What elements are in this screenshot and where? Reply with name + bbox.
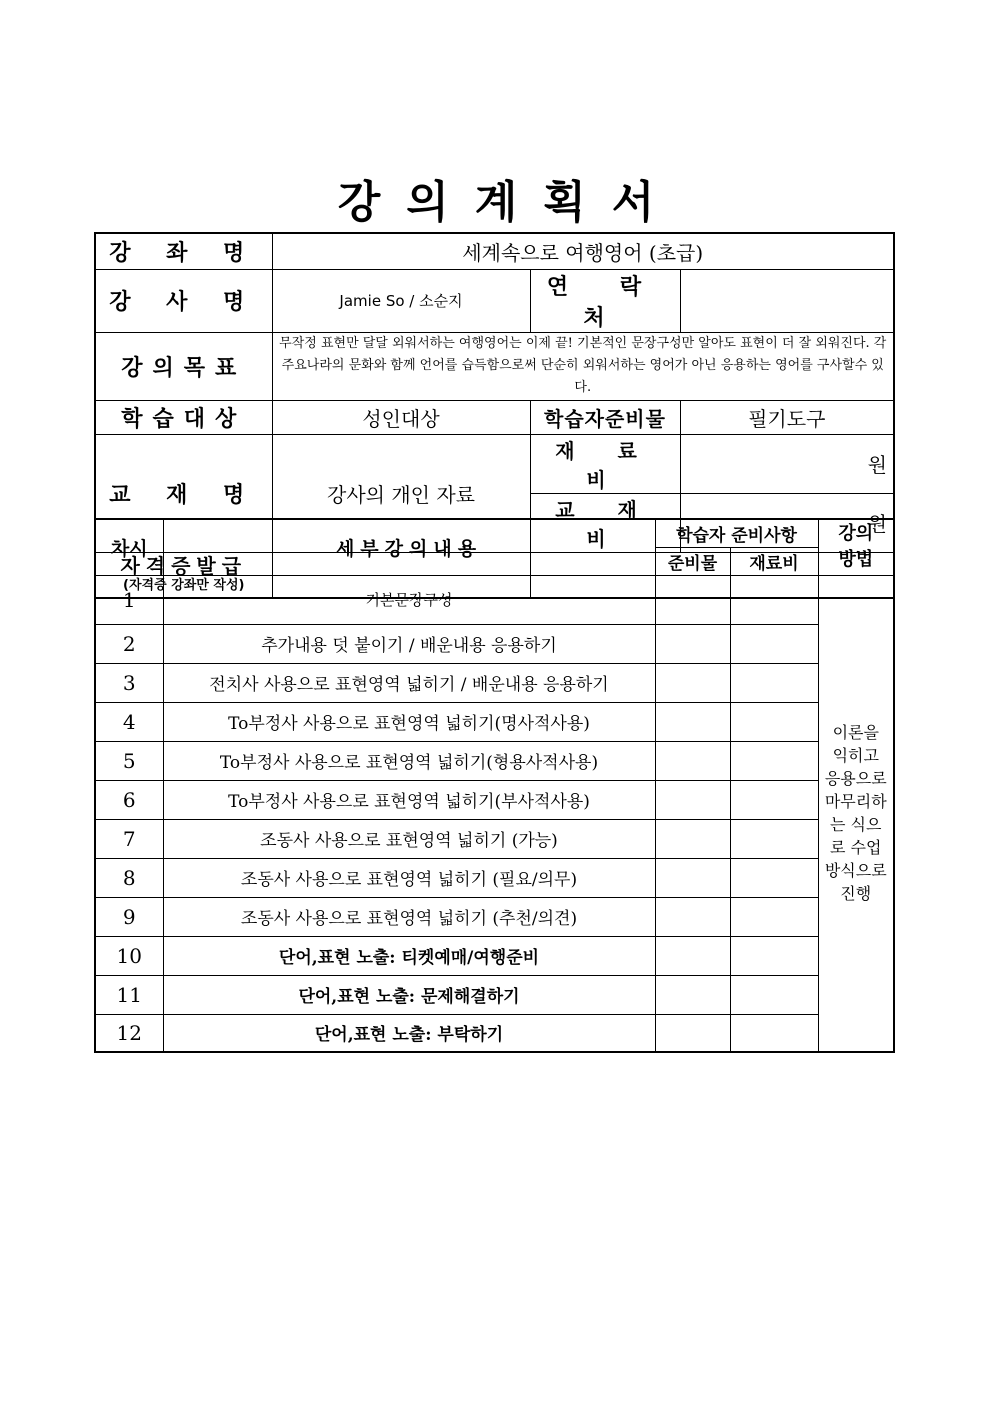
session-fee (730, 741, 818, 780)
session-content: 조동사 사용으로 표현영역 넓히기 (추천/의견) (163, 897, 655, 936)
session-content: To부정사 사용으로 표현영역 넓히기(형용사적사용) (163, 741, 655, 780)
material-fee-value: 원 (680, 434, 894, 493)
contact-label: 연 락 처 (530, 269, 680, 332)
header-learner-prep: 학습자 준비사항 (655, 519, 818, 547)
session-fee (730, 1014, 818, 1052)
course-name-label: 강 좌 명 (95, 233, 272, 269)
session-content: 조동사 사용으로 표현영역 넓히기 (필요/의무) (163, 858, 655, 897)
contact-value (680, 269, 894, 332)
target-value: 성인대상 (272, 400, 530, 434)
material-fee-label: 재 료 비 (530, 434, 680, 493)
session-fee (730, 858, 818, 897)
document-title: 강의계획서 (337, 177, 681, 228)
session-number: 6 (95, 780, 163, 819)
goal-label: 강의목표 (95, 332, 272, 400)
lecture-plan-table (94, 518, 895, 1053)
session-prep (655, 741, 730, 780)
session-content: 추가내용 덧 붙이기 / 배운내용 응용하기 (163, 624, 655, 663)
session-prep (655, 1014, 730, 1052)
textbook-label: 교 재 명 (95, 434, 272, 552)
session-content: 기본문장구성 (163, 575, 655, 624)
prep-value: 필기도구 (680, 400, 894, 434)
session-number: 11 (95, 975, 163, 1014)
session-content: To부정사 사용으로 표현영역 넓히기(부사적사용) (163, 780, 655, 819)
header-content: 세부강의내용 (163, 519, 655, 575)
cert-note: (자격증 강좌만 작성) (123, 577, 245, 593)
cert-label: 자격증발급 (120, 553, 248, 578)
session-prep (655, 575, 730, 624)
instructor-label: 강 사 명 (95, 269, 272, 332)
session-prep (655, 702, 730, 741)
course-name-value: 세계속으로 여행영어 (초급) (272, 233, 894, 269)
session-fee (730, 975, 818, 1014)
session-prep (655, 663, 730, 702)
header-prep-items: 준비물 (655, 547, 730, 575)
session-content: 단어,표현 노출: 문제해결하기 (163, 975, 655, 1014)
session-prep (655, 858, 730, 897)
session-fee (730, 897, 818, 936)
prep-label: 학습자준비물 (530, 400, 680, 434)
session-prep (655, 819, 730, 858)
session-prep (655, 780, 730, 819)
session-fee (730, 780, 818, 819)
session-fee (730, 575, 818, 624)
session-content: 단어,표현 노출: 부탁하기 (163, 1014, 655, 1052)
session-fee (730, 624, 818, 663)
session-number: 4 (95, 702, 163, 741)
session-number: 3 (95, 663, 163, 702)
session-number: 5 (95, 741, 163, 780)
textbook-value: 강사의 개인 자료 (272, 434, 530, 552)
session-content: 전치사 사용으로 표현영역 넓히기 / 배운내용 응용하기 (163, 663, 655, 702)
target-label: 학습대상 (95, 400, 272, 434)
method-cell: 이론을 익히고 응용으로 마무리하는 식으로 수업 방식으로 진행 (818, 575, 894, 1052)
session-prep (655, 975, 730, 1014)
session-fee (730, 819, 818, 858)
session-prep (655, 624, 730, 663)
session-content: To부정사 사용으로 표현영역 넓히기(명사적사용) (163, 702, 655, 741)
textbook-fee-value: 원 (680, 493, 894, 552)
instructor-value: Jamie So / 소순지 (272, 269, 530, 332)
session-fee (730, 936, 818, 975)
session-number: 10 (95, 936, 163, 975)
header-session: 차시 (95, 519, 163, 575)
textbook-fee-label: 교 재 비 (530, 493, 680, 552)
goal-value: 무작정 표현만 달달 외워서하는 여행영어는 이제 끝! 기본적인 문장구성만 알아도 표현이 더 잘 외워진다. 각 주요나라의 문화와 함께 언어를 습득함으로써 단순히 외워서하는 영어가 아닌 응용하는 영어를 구사할수 있다. (272, 332, 894, 400)
session-prep (655, 897, 730, 936)
session-number: 2 (95, 624, 163, 663)
session-number: 12 (95, 1014, 163, 1052)
session-number: 9 (95, 897, 163, 936)
session-fee (730, 663, 818, 702)
session-prep (655, 936, 730, 975)
session-number: 8 (95, 858, 163, 897)
session-number: 7 (95, 819, 163, 858)
session-content: 단어,표현 노출: 티켓예매/여행준비 (163, 936, 655, 975)
session-fee (730, 702, 818, 741)
session-number: 1 (95, 575, 163, 624)
header-material-fee: 재료비 (730, 547, 818, 575)
header-method: 강의 방법 (818, 519, 894, 575)
session-content: 조동사 사용으로 표현영역 넓히기 (가능) (163, 819, 655, 858)
